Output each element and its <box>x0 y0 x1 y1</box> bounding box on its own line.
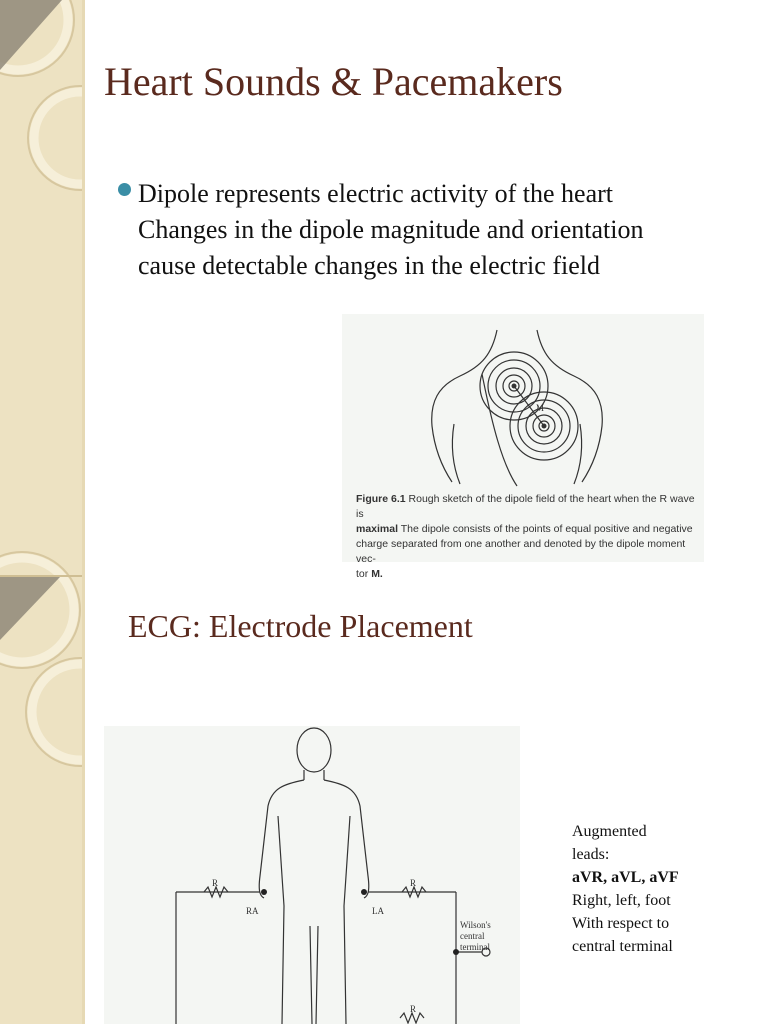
ra-electrode-label: RA <box>246 906 259 916</box>
bullet-line: Dipole represents electric activity of the heart <box>138 179 614 208</box>
section-subtitle: ECG: Electrode Placement <box>128 608 473 644</box>
note-line: With respect to <box>572 915 670 932</box>
note-line: leads: <box>572 846 610 863</box>
caption-bold-word: maximal <box>356 523 399 535</box>
figure1-caption <box>356 492 696 582</box>
sidebar-divider <box>0 575 82 577</box>
resistor-label: R <box>410 1004 417 1014</box>
electrode-placement-figure <box>104 726 520 1024</box>
dipole-field-figure <box>342 314 704 580</box>
terminal-label: central <box>460 931 485 941</box>
note-line: Augmented <box>572 823 647 840</box>
bullet-text <box>138 176 738 284</box>
slide-title: Heart Sounds & Pacemakers <box>104 59 563 104</box>
note-line: Right, left, foot <box>572 892 671 909</box>
terminal-label: Wilson's <box>460 920 491 930</box>
caption-body: The dipole consists of the points of equal positive and negative <box>400 523 693 535</box>
bullet-dot-icon <box>118 183 131 196</box>
augmented-leads-note <box>572 820 742 958</box>
figure-number: Figure 6.1 <box>356 493 406 505</box>
body-electrode-diagram <box>104 726 520 1024</box>
resistor-label: R <box>212 878 219 888</box>
note-line: central terminal <box>572 938 673 955</box>
bullet-point <box>118 176 738 284</box>
caption-body: charge separated from one another and denoted by the dipole moment vec- <box>356 538 686 565</box>
caption-body: tor <box>356 568 369 580</box>
decorative-sidebar <box>0 0 82 1024</box>
bullet-line: Changes in the dipole magnitude and orientation <box>138 215 644 244</box>
resistor-label: R <box>410 878 417 888</box>
caption-vector: M. <box>371 568 383 580</box>
sidebar-edge-stripe <box>82 0 85 1024</box>
torso-dipole-sketch <box>342 314 704 494</box>
terminal-label: terminal <box>460 942 490 952</box>
caption-title: Rough sketch of the dipole field of the heart when the R wave is <box>356 493 695 520</box>
sidebar-circles-ornament <box>0 0 82 1024</box>
note-line: aVR, aVL, aVF <box>572 869 679 886</box>
la-electrode-label: LA <box>372 906 384 916</box>
dipole-vector-label: M <box>536 403 545 413</box>
bullet-line: cause detectable changes in the electric field <box>138 251 600 280</box>
